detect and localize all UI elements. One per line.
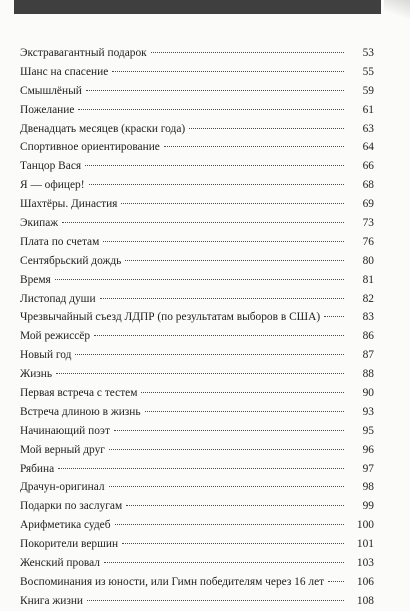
toc-entry-title: Экстравагантный подарок (20, 47, 147, 59)
toc-dot-leader (114, 430, 344, 431)
toc-entry-page-number: 69 (362, 198, 374, 211)
toc-entry (20, 290, 374, 309)
toc-dot-leader (324, 316, 344, 317)
toc-entry-title: Шахтёры. Династия (20, 198, 118, 211)
toc-dot-leader (126, 505, 344, 506)
toc-entry (20, 233, 374, 252)
toc-entry-page-number: 61 (362, 103, 374, 116)
toc-entry (20, 535, 374, 554)
toc-entry-page-number: 90 (362, 387, 374, 400)
toc-entry (20, 308, 374, 327)
toc-entry (20, 82, 374, 101)
toc-dot-leader (109, 449, 344, 450)
toc-dot-leader (115, 524, 344, 525)
toc-entry (20, 252, 374, 271)
toc-entry (20, 63, 374, 82)
toc-entry-page-number: 98 (362, 481, 374, 494)
toc-dot-leader (189, 128, 344, 129)
toc-dot-leader (125, 260, 344, 261)
toc-entry-page-number: 96 (362, 443, 374, 456)
toc-dot-leader (85, 165, 344, 166)
toc-entry-title: Покорители вершин (20, 538, 119, 551)
toc-dot-leader (58, 468, 344, 469)
toc-entry-title: Драчун-оригинал (20, 481, 105, 494)
toc-entry (20, 327, 374, 346)
toc-entry-title: Встреча длиною в жизнь (20, 405, 141, 418)
toc-entry-page-number: 80 (362, 254, 374, 267)
toc-entry-title: Время (20, 273, 51, 286)
toc-entry-page-number: 63 (362, 122, 374, 135)
toc-entry-page-number: 73 (362, 217, 374, 230)
toc-entry (20, 478, 374, 497)
toc-dot-leader (103, 241, 344, 242)
toc-entry-title: Подарки по заслугам (20, 500, 123, 513)
toc-dot-leader (94, 335, 344, 336)
toc-entry (20, 176, 374, 195)
toc-entry-title: Первая встреча с тестем (20, 387, 138, 400)
toc-entry-page-number: 108 (356, 594, 374, 607)
toc-entry-page-number: 53 (362, 47, 374, 59)
toc-entry-title: Шанс на спасение (20, 65, 109, 78)
toc-entry (20, 497, 374, 516)
toc-entry-title: Смышлёный (20, 84, 82, 97)
toc-entry (20, 120, 374, 139)
toc-entry (20, 214, 374, 233)
toc-entry-title: Мой режиссёр (20, 330, 91, 343)
toc-entry (20, 101, 374, 120)
toc-entry-title: Двенадцать месяцев (краски года) (20, 122, 186, 135)
toc-entry (20, 441, 374, 460)
toc-dot-leader (109, 486, 344, 487)
toc-dot-leader (55, 279, 344, 280)
toc-entry-page-number: 82 (362, 292, 374, 305)
toc-entry-title: Мой верный друг (20, 443, 105, 456)
toc-entry (20, 157, 374, 176)
toc-entry-title: Начинающий поэт (20, 424, 110, 437)
toc-entry-title: Пожелание (20, 103, 75, 116)
toc-entry-page-number: 59 (362, 84, 374, 97)
toc-entry (20, 346, 374, 365)
toc-entry (20, 384, 374, 403)
toc-entry-page-number: 86 (362, 330, 374, 343)
toc-dot-leader (56, 373, 344, 374)
toc-entry-title: Я — офицер! (20, 179, 85, 192)
toc-dot-leader (112, 71, 344, 72)
toc-entry-page-number: 97 (362, 462, 374, 475)
toc-entry-page-number: 100 (356, 519, 374, 532)
toc-entry (20, 592, 374, 611)
toc-entry (20, 365, 374, 384)
toc-entry (20, 460, 374, 479)
toc-dot-leader (62, 222, 344, 223)
toc-entry-page-number: 55 (362, 65, 374, 78)
toc-entry-title: Воспоминания из юности, или Гимн победителям через 16 лет (20, 575, 325, 588)
toc-dot-leader (104, 562, 344, 563)
toc-entry-page-number: 83 (362, 311, 374, 324)
toc-entry (20, 403, 374, 422)
toc-dot-leader (78, 109, 344, 110)
toc-entry-page-number: 66 (362, 160, 374, 173)
toc-entry-page-number: 88 (362, 368, 374, 381)
toc-dot-leader (100, 298, 344, 299)
toc-entry (20, 554, 374, 573)
toc-dot-leader (89, 184, 345, 185)
toc-entry-page-number: 106 (356, 575, 374, 588)
toc-entry-title: Женский провал (20, 557, 100, 570)
toc-entry-page-number: 76 (362, 235, 374, 248)
toc-entry-title: Рябина (20, 462, 55, 475)
toc-entry-title: Книга жизни (20, 594, 84, 607)
toc-entry-title: Арифметика судеб (20, 519, 111, 532)
toc-entry (20, 573, 374, 592)
toc-entry-title: Спортивное ориентирование (20, 141, 160, 154)
toc-entry-title: Листопад души (20, 292, 96, 305)
toc-entry-page-number: 87 (362, 349, 374, 362)
toc-entry-title: Экипаж (20, 217, 59, 230)
toc-dot-leader (328, 581, 344, 582)
toc-dot-leader (121, 203, 344, 204)
toc-entry-page-number: 81 (362, 273, 374, 286)
toc-entry (20, 44, 374, 63)
toc-dot-leader (141, 392, 344, 393)
toc-entry-title: Новый год (20, 349, 72, 362)
toc-entry-title: Чрезвычайный съезд ЛДПР (по результатам выборов в США) (20, 311, 321, 324)
toc-entry (20, 195, 374, 214)
toc-dot-leader (151, 52, 344, 53)
toc-entry-page-number: 68 (362, 179, 374, 192)
toc-entry (20, 271, 374, 290)
toc-dot-leader (122, 543, 344, 544)
toc-entry-title: Жизнь (20, 368, 53, 381)
toc-dot-leader (145, 411, 344, 412)
toc-entry-page-number: 99 (362, 500, 374, 513)
table-of-contents (20, 44, 374, 611)
toc-entry (20, 422, 374, 441)
toc-entry-title: Плата по счетам (20, 235, 100, 248)
toc-entry-page-number: 101 (356, 538, 374, 551)
toc-dot-leader (75, 354, 344, 355)
toc-entry-page-number: 64 (362, 141, 374, 154)
toc-entry (20, 138, 374, 157)
toc-entry-page-number: 103 (356, 557, 374, 570)
toc-entry-title: Сентябрьский дождь (20, 254, 122, 267)
page-corner-shadow (384, 0, 410, 20)
toc-entry-page-number: 93 (362, 405, 374, 418)
toc-dot-leader (86, 90, 344, 91)
toc-entry-title: Танцор Вася (20, 160, 82, 173)
top-decorative-bar (14, 0, 381, 14)
toc-entry (20, 516, 374, 535)
toc-dot-leader (164, 146, 344, 147)
toc-entry-page-number: 95 (362, 424, 374, 437)
toc-dot-leader (87, 600, 344, 601)
